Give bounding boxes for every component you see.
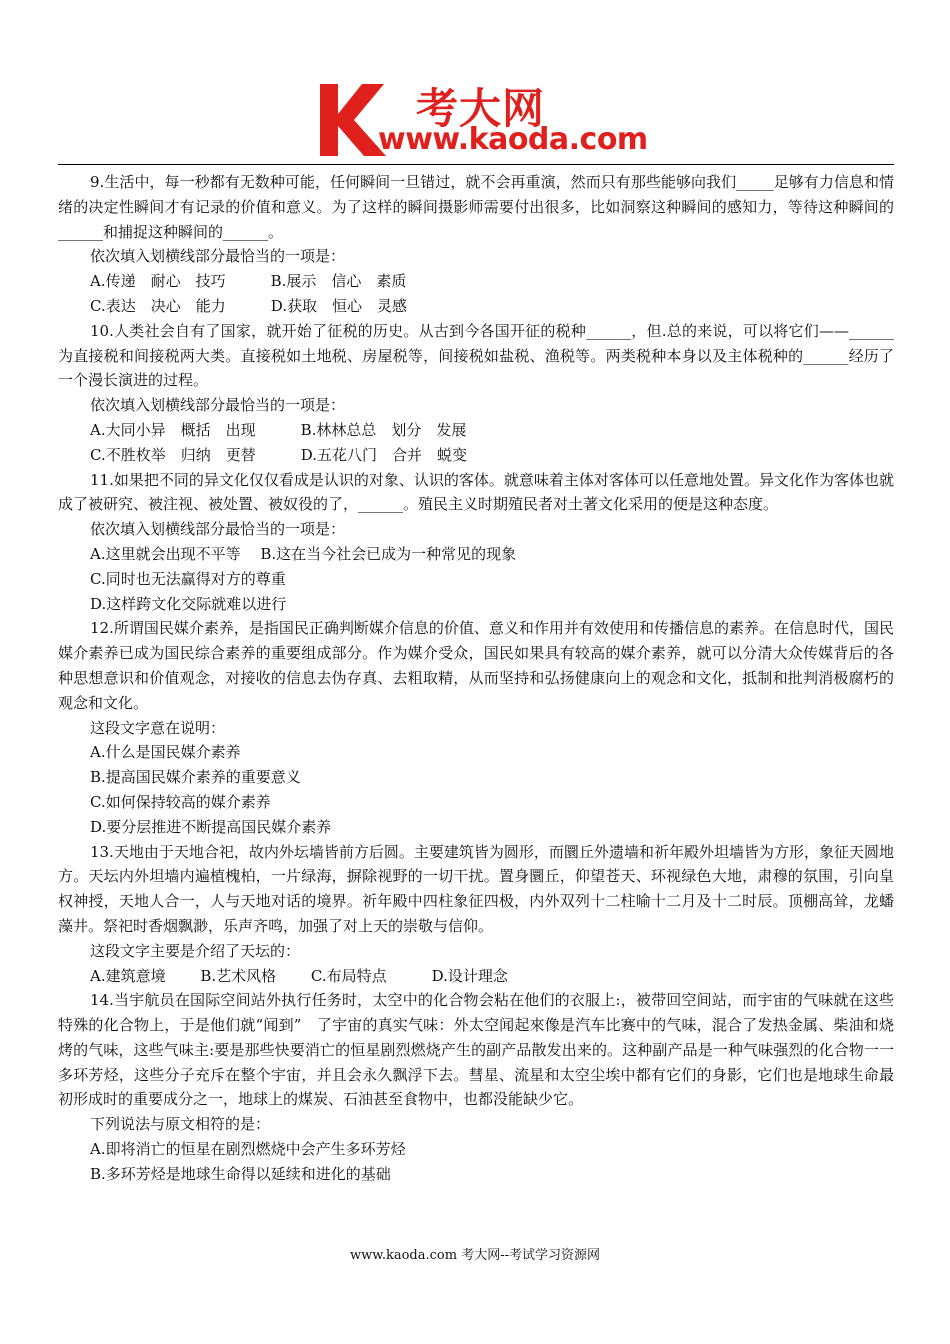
question-prompt: 这段文字主要是介绍了天坛的： [90, 941, 301, 960]
question-stem: 9.生活中，每一秒都有无数种可能，任何瞬间一旦错过，就不会再重演，然而只有那些能够向我们_____足够有力信息和情绪的决定性瞬间才有记录的价值和意义。为了这样的瞬间摄影师需要付出很多，比如洞察这种瞬间的感知力，等待这种瞬间的______和捕捉这种瞬间的______。 [58, 173, 894, 241]
document-body [58, 170, 894, 1187]
option-line: A.传递 耐心 技巧 B.展示 信心 素质 [90, 272, 407, 291]
question-prompt: 依次填入划横线部分最恰当的一项是： [90, 396, 346, 415]
site-logo [316, 78, 646, 160]
option-line: D.要分层推进不断提高国民媒介素养 [90, 817, 332, 836]
question-stem: 13.天地由于天地合祀，故内外坛墙皆前方后圆。主要建筑皆为圆形，而圜丘外遗墙和祈年殿外坦墙皆为方形，象征天圆地方。天坛内外坦墙内遍植槐柏，一片绿海，摒除视野的一切干扰。置身圜丘，仰望苍天、环视绿色大地，肃穆的氛围，引向皇权神授，天地人合一，人与天地对话的境界。祈年殿中四柱象征四极，内外双列十二柱喻十二月及十二时辰。顶棚高耸，龙蟠藻井。祭祀时香烟飘渺，乐声齐鸣，加强了对上天的崇敬与信仰。 [58, 842, 894, 935]
question-stem: 14.当宇航员在国际空间站外执行任务时，太空中的化合物会粘在他们的衣服上:，被带回空间站，而宇宙的气味就在这些特殊的化合物上，于是他们就“闻到” 了宇宙的真实气味：外太空闻起來像是汽车比赛中的气味，混合了发热金属、柴油和烧烤的气味，这些气味主:要是那些快要消亡的恒星剧烈燃烧产生的副产品散发出来的。这种副产品是一种气味强烈的化合物一一多环芳烃，这些分子充斥在整个宇宙，并且会永久飘浮下去。彗星、流星和太空尘埃中都有它们的身影，它们也是地球生命最初形成时的重要成分之一，地球上的煤炭、石油甚至食物中，也都没能缺少它。 [58, 991, 894, 1109]
option-line: C.表达 决心 能力 D.获取 恒心 灵感 [90, 296, 407, 315]
question-13 [58, 840, 894, 989]
question-prompt: 下列说法与原文相符的是： [90, 1115, 271, 1134]
question-stem: 10.人类社会自有了国家，就开始了征税的历史。从古到今各国开征的税种______，但.总的来说，可以将它们——______为直接税和间接税两大类。直接税如土地税、房屋税等，间接税如盐税、渔税等。两类税种本身以及主体税种的______经历了一个漫长演进的过程。 [58, 321, 894, 390]
option-line: C.不胜枚举 归纳 更替 D.五花八门 合并 蜕变 [90, 445, 467, 464]
question-11 [58, 468, 894, 617]
option-line: C.如何保持较高的媒介素养 [90, 792, 271, 811]
question-prompt: 依次填入划横线部分最恰当的一项是： [90, 520, 346, 539]
option-line: A.大同小异 概括 出现 B.林林总总 划分 发展 [90, 420, 467, 439]
logo-text-cn: 考大网 [416, 84, 546, 133]
option-line: B.提高国民媒介素养的重要意义 [90, 768, 301, 787]
option-line: A.建筑意境 B.艺术风格 C.布局特点 D.设计理念 [90, 966, 508, 985]
question-10 [58, 319, 894, 468]
question-12 [58, 616, 894, 839]
question-stem: 11.如果把不同的异文化仅仅看成是认识的对象、认识的客体。就意味着主体对客体可以任意地处置。异文化作为客体也就成了被研究、被注视、被处置、被奴役的了，______。殖民主义时期殖民者对土著文化采用的便是这种态度。 [58, 470, 894, 514]
option-line: A.什么是国民媒介素养 [90, 743, 241, 762]
option-line: B.多环芳烃是地球生命得以延续和进化的基础 [90, 1164, 391, 1183]
question-14 [58, 988, 894, 1186]
option-line: D.这样跨文化交际就难以进行 [90, 594, 287, 613]
question-prompt: 这段文字意在说明： [90, 718, 226, 737]
page-footer: www.kaoda.com 考大网--考试学习资源网 [350, 1248, 600, 1263]
question-9 [58, 170, 894, 319]
logo-url: www.kaoda.com [378, 122, 648, 157]
option-line: A.这里就会出现不平等 B.这在当今社会已成为一种常见的现象 [90, 544, 517, 563]
option-line: A.即将消亡的恒星在剧烈燃烧中会产生多环芳烃 [90, 1140, 406, 1159]
option-line: C.同时也无法赢得对方的尊重 [90, 569, 286, 588]
header-divider [58, 164, 894, 165]
question-stem: 12.所谓国民媒介素养，是指国民正确判断媒介信息的价值、意义和作用并有效使用和传播信息的素养。在信息时代，国民媒介素养已成为国民综合素养的重要组成部分。作为媒介受众，国民如果具有较高的媒介素养，就可以分清大众传媒背后的各种思想意识和价值观念，对接收的信息去伪存真、去粗取精，从而坚持和弘扬健康向上的观念和文化，抵制和批判消极腐朽的观念和文化。 [58, 619, 894, 712]
question-prompt: 依次填入划横线部分最恰当的一项是： [90, 247, 346, 266]
